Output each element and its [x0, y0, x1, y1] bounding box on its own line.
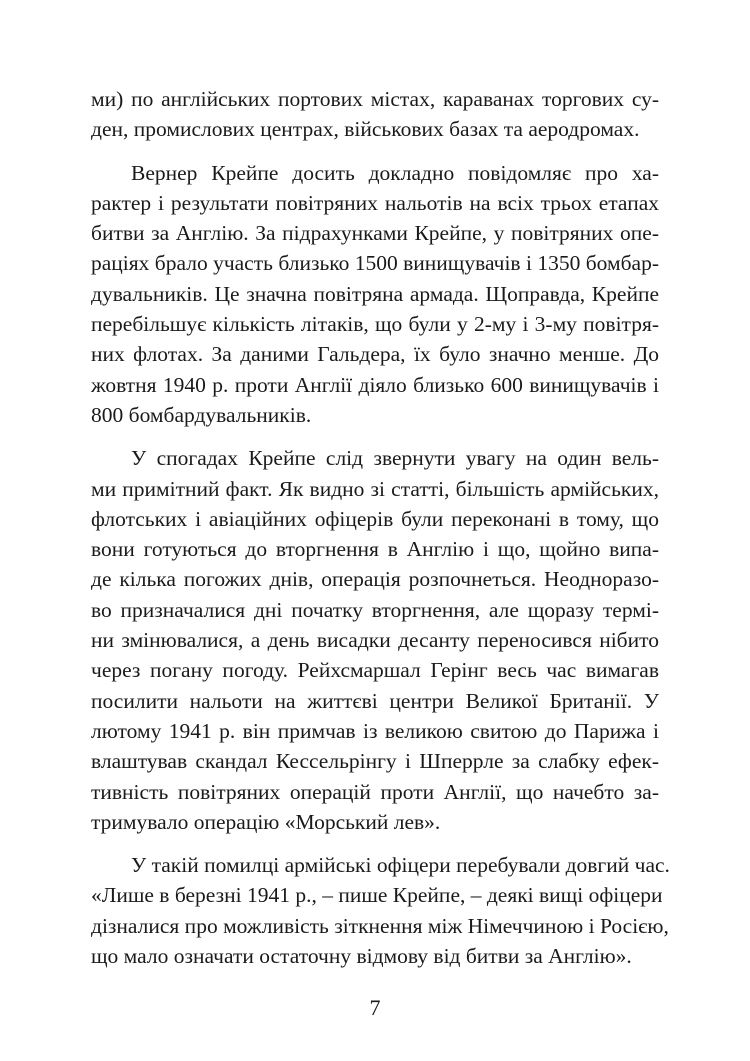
- text-line: де кілька погожих днів, операція розпочнеться. Неодноразо-: [91, 567, 659, 592]
- paragraph: [91, 84, 659, 145]
- text-line: вони готуються до вторгнення в Англію і що, щойно випа-: [91, 537, 659, 562]
- text-line: Вернер Крейпе досить докладно повідомляє про ха-: [131, 160, 659, 185]
- text-line: лютому 1941 р. він примчав із великою свитою до Парижа і: [91, 718, 659, 743]
- paragraph: [91, 850, 670, 971]
- paragraph: [91, 158, 659, 431]
- text-line: во призначалися дні початку вторгнення, але щоразу термі-: [91, 597, 659, 622]
- text-line: ни змінювалися, а день висадки десанту переносився нібито: [91, 628, 659, 653]
- text-line: ми примітний факт. Як видно зі статті, більшість армійських,: [91, 476, 659, 501]
- paragraph-gap: [91, 837, 659, 850]
- page-number: 7: [369, 995, 381, 1020]
- paragraph-gap: [91, 430, 659, 443]
- text-line: через погану погоду. Рейхсмаршал Герінг весь час вимагав: [91, 658, 659, 683]
- text-line: влаштував скандал Кессельрінгу і Шперрле за слабку ефек-: [91, 749, 659, 774]
- text-line: тивність повітряних операцій проти Англії, що начебто за-: [91, 779, 659, 804]
- text-line: флотських і авіаційних офіцерів були переконані в тому, що: [91, 506, 659, 531]
- text-line: У такій помилці армійські офіцери перебували довгий час.: [131, 853, 670, 878]
- text-line: ми) по англійських портових містах, караванах торгових су-: [91, 87, 659, 111]
- text-line: дувальників. Це значна повітряна армада. Щоправда, Крейпе: [91, 281, 659, 306]
- text-line: посилити нальоти на життєві центри Великої Британії. У: [91, 688, 659, 713]
- text-line: жовтня 1940 р. проти Англії діяло близько 600 винищувачів і: [91, 372, 659, 397]
- text-line: дізналися про можливість зіткнення між Німеччиною і Росією,: [91, 913, 669, 938]
- text-line: битви за Англію. За підрахунками Крейпе, у повітряних опе-: [91, 221, 659, 246]
- text-line: них флотах. За даними Гальдера, їх було значно менше. До: [91, 342, 659, 367]
- text-line: 800 бомбардувальників.: [91, 402, 312, 427]
- paragraph-gap: [91, 145, 659, 158]
- text-line: що мало означати остаточну відмову від битви за Англію».: [91, 944, 632, 969]
- text-line: «Лише в березні 1941 р., – пише Крейпе, – деякі вищі офіцери: [91, 883, 663, 908]
- text-line: У спогадах Крейпе слід звернути увагу на один вель-: [131, 446, 659, 471]
- paragraph: [91, 443, 659, 837]
- text-line: перебільшує кількість літаків, що були у 2-му і 3-му повітря-: [91, 312, 659, 337]
- text-line: раціях брало участь близько 1500 винищувачів і 1350 бомбар-: [91, 251, 659, 276]
- text-line: тримувало операцію «Морський лев».: [91, 809, 441, 834]
- body-text: [91, 84, 670, 971]
- text-line: рактер і результати повітряних нальотів на всіх трьох етапах: [91, 190, 659, 215]
- text-line: ден, промислових центрах, військових базах та аеродромах.: [91, 117, 640, 142]
